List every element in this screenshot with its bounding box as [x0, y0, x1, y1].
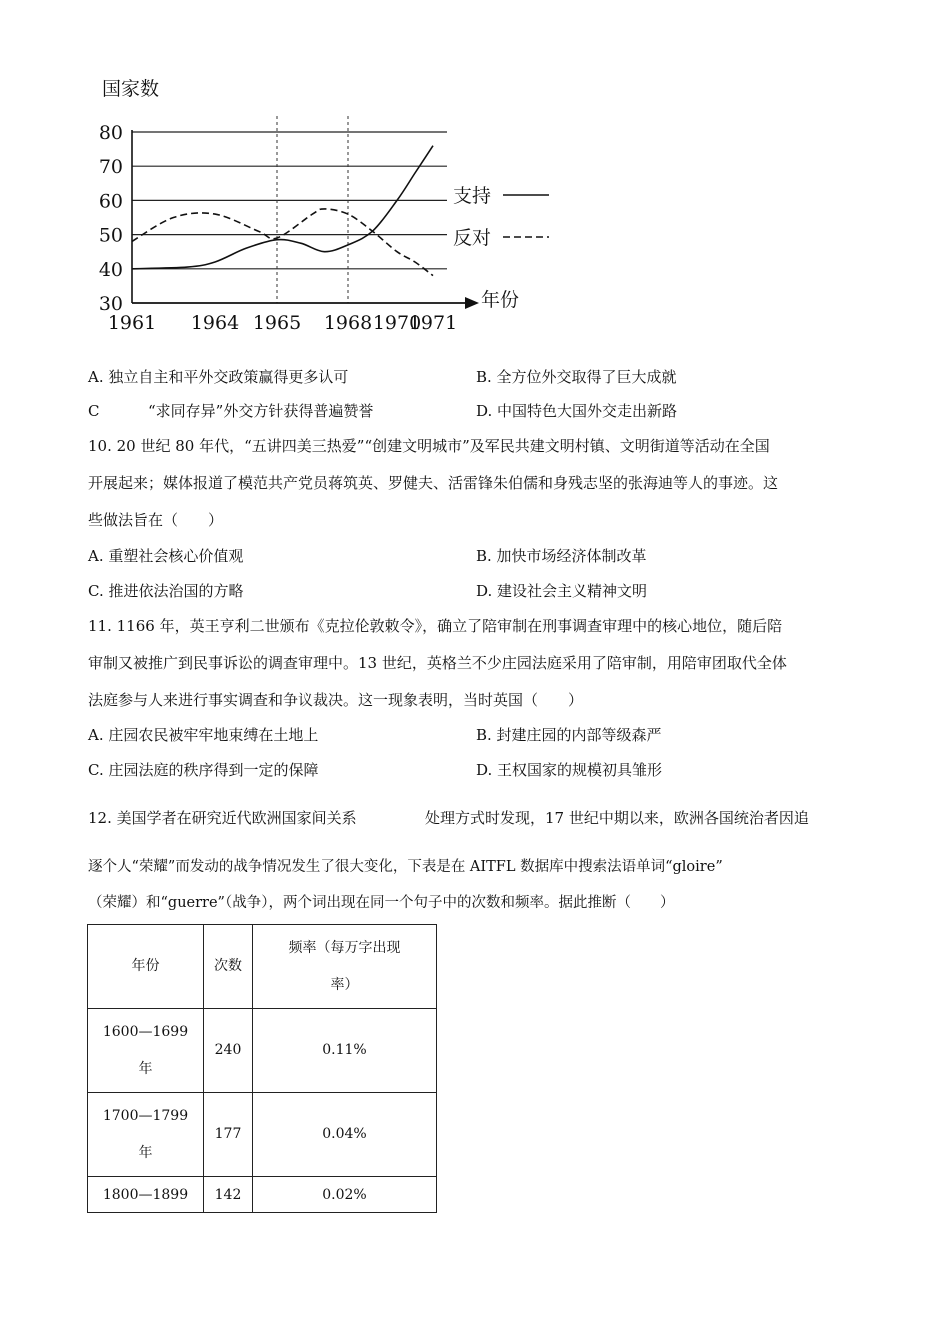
cell-year-text: 1700—1799 年 [102, 1107, 189, 1161]
q9-option-d: D. 中国特色大国外交走出新路 [476, 402, 678, 420]
table-row [88, 1093, 437, 1177]
cell-frequency: 0.02% [253, 1177, 437, 1213]
header-frequency [253, 925, 437, 1009]
x-tick-label-1970: 1970 [372, 312, 422, 334]
legend-label-support: 支持 [453, 185, 492, 207]
y-tick-label-50: 50 [98, 224, 123, 247]
x-tick-label-1968: 1968 [323, 312, 373, 334]
q11-stem-line3: 法庭参与人来进行事实调查和争议裁决。这一现象表明，当时英国（ ） [88, 691, 584, 709]
q10-option-d: D. 建设社会主义精神文明 [476, 582, 648, 600]
cell-year [88, 1009, 204, 1093]
q9-option-b: B. 全方位外交取得了巨大成就 [476, 368, 677, 386]
q9-option-a: A. 独立自主和平外交政策赢得更多认可 [88, 368, 349, 386]
x-tick-label-1964: 1964 [190, 312, 240, 334]
q11-option-d: D. 王权国家的规模初具雏形 [476, 761, 663, 779]
q10-stem-line3: 些做法旨在（ ） [88, 511, 224, 529]
table-row [88, 1009, 437, 1093]
country-count-chart [95, 68, 565, 338]
cell-count: 177 [204, 1093, 253, 1177]
q10-stem-line1: 10. 20 世纪 80 年代，“五讲四美三热爱”“创建文明城市”及军民共建文明村镇、文明街道等活动在全国 [88, 437, 770, 455]
cell-year-text: 1600—1699 年 [102, 1023, 189, 1077]
x-tick-label-1965: 1965 [252, 312, 302, 334]
q11-option-c: C. 庄园法庭的秩序得到一定的保障 [88, 761, 319, 779]
q11-option-b: B. 封建庄园的内部等级森严 [476, 726, 662, 744]
q12-stem-line2: 逐个人“荣耀”而发动的战争情况发生了很大变化，下表是在 AITFL 数据库中搜索法语单词“gloire” [88, 859, 723, 875]
y-tick-label-40: 40 [98, 258, 123, 281]
y-tick-label-60: 60 [98, 190, 123, 213]
header-year: 年份 [88, 925, 204, 1009]
x-axis-arrow [465, 297, 479, 309]
y-tick-label-30: 30 [98, 293, 123, 315]
gloire-guerre-table [87, 924, 437, 1213]
q12-stem-line3: （荣耀）和“guerre”（战争），两个词出现在同一个句子中的次数和频率。据此推断（ ） [88, 895, 675, 911]
x-tick-label-1971: 1971 [408, 312, 458, 334]
x-tick-label-1961: 1961 [107, 312, 157, 334]
q11-stem-line1: 11. 1166 年，英王亨利二世颁布《克拉伦敦敕令》，确立了陪审制在刑事调查审理中的核心地位，随后陪 [88, 617, 783, 635]
header-count: 次数 [204, 925, 253, 1009]
q10-option-a: A. 重塑社会核心价值观 [88, 547, 244, 565]
table-row [88, 1177, 437, 1213]
x-axis-title: 年份 [481, 289, 520, 311]
legend-label-oppose: 反对 [453, 227, 492, 249]
q11-stem-line2: 审制又被推广到民事诉讼的调查审理中。13 世纪，英格兰不少庄园法庭采用了陪审制，用陪审团取代全体 [88, 654, 787, 672]
cell-year [88, 1093, 204, 1177]
cell-count: 240 [204, 1009, 253, 1093]
q9-option-c-letter: C [88, 402, 100, 420]
table-header-row [88, 925, 437, 1009]
y-tick-label-80: 80 [98, 122, 123, 144]
cell-year: 1800—1899 [88, 1177, 204, 1213]
cell-frequency: 0.11% [253, 1009, 437, 1093]
q11-option-a: A. 庄园农民被牢牢地束缚在土地上 [88, 726, 319, 744]
series-line-support [132, 146, 433, 269]
header-frequency-text: 频率（每万字出现率） [288, 939, 401, 993]
series-line-oppose [132, 209, 433, 276]
q10-stem-line2: 开展起来；媒体报道了模范共产党员蒋筑英、罗健夫、活雷锋朱伯儒和身残志坚的张海迪等人的事迹。这 [88, 474, 779, 492]
cell-count: 142 [204, 1177, 253, 1213]
q12-stem-line1b: 处理方式时发现，17 世纪中期以来，欧洲各国统治者因追 [425, 809, 809, 827]
q10-option-b: B. 加快市场经济体制改革 [476, 547, 647, 565]
cell-frequency: 0.04% [253, 1093, 437, 1177]
y-axis-title: 国家数 [102, 78, 160, 100]
q9-option-c: “求同存异”外交方针获得普遍赞誉 [148, 402, 374, 420]
y-tick-label-70: 70 [98, 156, 123, 179]
q10-option-c: C. 推进依法治国的方略 [88, 582, 244, 600]
q12-stem-line1a: 12. 美国学者在研究近代欧洲国家间关系 [88, 809, 357, 827]
